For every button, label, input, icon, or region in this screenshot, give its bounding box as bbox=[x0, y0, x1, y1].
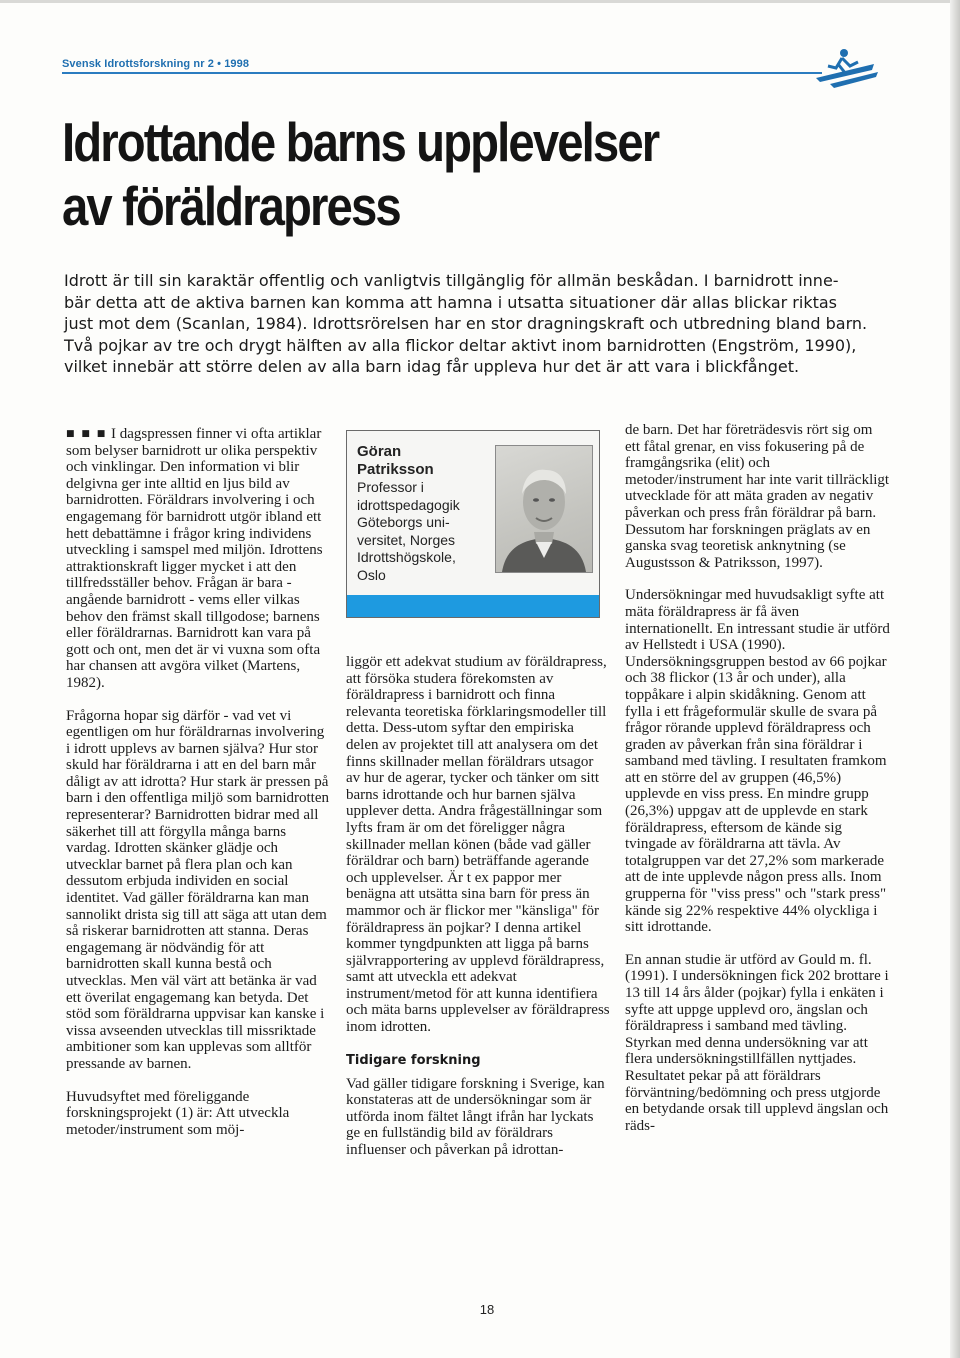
author-title-line: versitet, Norges bbox=[357, 531, 456, 548]
author-title-line: Professor i bbox=[357, 479, 424, 495]
author-bio-box bbox=[346, 430, 600, 618]
body-paragraph: de barn. Det har företrädesvis rört sig om ett fåtal grenar, en viss fokusering på de framgångsrika (elit) och metoder/instrument har inte varit tillräckligt utvecklade för att mäta graden av negativ påverkan och press från föräldrar på barn. Dessutom har forskningen präglats av en ganska svag teoretisk anknytning (se Augustsson & Patriksson, 1997). bbox=[625, 422, 890, 571]
page-number: 18 bbox=[479, 1302, 495, 1317]
body-paragraph-text: I dagspressen finner vi ofta artiklar som belyser barnidrott ur olika perspektiv och vinklingar. Den information vi blir delgivna ger inte alltid en ljus bild av barnidrotten. Föräldrars involvering i och engagemang för barnidrott utgör ibland ett hett debattämne i frågor kring individens utveckling i samspel med miljön. Idrottens attraktionskraft ligger mycket i att den tillfredsställer behov. Frågan är bara - angående barnidrott - vems eller vilkas behov den främst skall tillgodose; barnens eller föräldrarnas. Barnidrott kan vara på gott och ont, men det är vi vuxna som ofta har chansen att avgöra vilket (Martens, 1982). bbox=[66, 426, 323, 691]
author-title-line: Idrottshögskole, bbox=[357, 549, 456, 565]
section-heading: Tidigare forskning bbox=[346, 1052, 481, 1068]
author-bio-text bbox=[357, 443, 507, 584]
body-paragraph: Frågorna hopar sig därför - vad vet vi egentligen om hur föräldrarnas involvering i idrott upplevs av barnen själva? Hur stor skuld har föräldrarna i att en del barn mår dåligt av att idrotta? Hur stark är pressen på barn i den offentliga miljö som barnidrotten representerar? Barnidrotten bidrar med all säkerhet till att förgylla många barns vardag. Idrotten skänker glädje och utvecklar barnet på flera plan och kan dessutom erbjuda individen en social identitet. Vad gäller föräldrarna kan man sannolikt drista sig till att säga att utan dem så riskerar barnidrotten att stanna. Deras engagemang är nödvändig för att barnidrotten skall kunna bestå och utvecklas. Men väl värt att betänka är vad ett överilat engagemang kan betyda. Det stöd som föräldrarna uppvisar kan kanske i vissa avseenden utvecklas till missriktade ambitioner som kan upplevas som alltför pressande av barnen. bbox=[66, 707, 329, 1072]
body-paragraph: Huvudsyftet med föreliggande forskningsprojekt (1) är: Att utveckla metoder/instrument som möj- bbox=[66, 1088, 290, 1138]
author-title-line: Oslo bbox=[357, 566, 386, 583]
author-portrait-icon bbox=[496, 446, 592, 572]
body-column-1 bbox=[66, 426, 332, 1138]
section-bullets: ■ ■ ■ bbox=[66, 429, 108, 439]
body-paragraph: liggör ett adekvat studium av föräldrapress, att försöka studera förekomsten av föräldrapress i barnidrott och finna relevanta teoretiska förklaringsmodeller till detta. Dess-utom syftar den empiriska delen av projektet till att analysera om det finns skillnader mellan föräldrars utsagor av hur de agerar, tycker och tänker om sitt barns idrottande och hur barnen själva upplever detta. Andra frågeställningar som lyfts fram är om det föreligger några skillnader mellan könen (både vad gäller föräldrar och barn) beträffande agerande och upplevelser. Är t ex pappor mer benägna att utsätta sina barn för press än mammor och är flickor mer "känsliga" för föräldrapress än pojkar? I denna artikel kommer tyngdpunkten att ligga på barns självrapportering av upplevd föräldrapress, samt att utveckla ett adekvat instrument/metod för att kunna identifiera och mäta barns upplevelser av föräldrapress inom idrotten. bbox=[346, 654, 610, 1036]
journal-header: Svensk Idrottsforskning nr 2 • 1998 bbox=[62, 58, 250, 70]
bio-accent-bar bbox=[347, 595, 599, 617]
title-line-1: Idrottande barns upplevelser bbox=[62, 111, 659, 173]
body-paragraph: En annan studie är utförd av Gould m. fl. (1991). I undersökningen fick 202 brottare i 13 till 14 års ålder (pojkar) fylla i enkäten i syfte att uppge upplevd oro, ängslan och föräldrapress i samband med tävling. Styrkan med denna undersökning var att flera undersökningstillfällen nyttjades. Resultatet pekar på att föräldrars förväntning/bedömning och press utgjorde en betydande orsak till upplevd ängslan och räds- bbox=[625, 951, 889, 1134]
author-name-line-2: Patriksson bbox=[357, 461, 434, 478]
page-edge-right bbox=[950, 0, 960, 1358]
lead-line-1: Idrott är till sin karaktär offentlig och vanligtvis tillgänglig för allmän beskådan. I barnidrott inne- bbox=[64, 271, 839, 290]
lead-line-2: bär detta att de aktiva barnen kan komma att hamna i utsatta situationer där allas blickar riktas bbox=[64, 292, 837, 312]
body-column-3 bbox=[625, 422, 890, 1134]
lead-line-3: just mot dem (Scanlan, 1984). Idrottsrörelsen har en stor dragningskraft och utbredning bland barn. bbox=[64, 314, 868, 333]
lead-line-4: Två pojkar av tre och drygt hälften av alla flickor deltar aktivt inom barnidrotten (Engström, 1990), bbox=[64, 335, 857, 355]
body-paragraph: Undersökningar med huvudsakligt syfte att mäta föräldrapress är få även internationellt. En intressant studie är utförd av Hellstedt i USA (1990). Undersökningsgruppen bestod av 66 pojkar och 38 flickor (13 år och under), alla toppåkare i alpin skidåkning. Genom att fylla i ett frågeformulär skulle de svara på frågor rörande upplevd föräldrapress och graden av påverkan från sina föräldrar i samband med tävling. I resultaten framkom att en större del av gruppen (46,5%) upplevde en viss press. En mindre grupp (26,3%) uppgav att de upplevde en stark föräldrapress, eftersom de kände sig tvingade av föräldrarna att tävla. Av totalgruppen var det 27,2% som markerade att de inte upplevde någon press alls. Inom grupperna för "viss press" och "stark press" kände sig 22% respektive 44% olyckliga i sitt idrottande. bbox=[625, 587, 890, 936]
runner-logo-icon bbox=[812, 44, 882, 90]
body-paragraph bbox=[66, 426, 332, 692]
author-photo bbox=[495, 445, 593, 573]
page-edge-top bbox=[0, 0, 960, 3]
lead-paragraph bbox=[64, 270, 898, 378]
article-title bbox=[62, 110, 716, 238]
body-column-2 bbox=[346, 654, 610, 1159]
title-line-2: av föräldrapress bbox=[62, 175, 400, 237]
author-title-line: Göteborgs uni- bbox=[357, 514, 450, 530]
author-title-line: idrottspedagogik bbox=[357, 496, 460, 513]
lead-line-5: vilket innebär att större delen av alla barn idag får uppleva hur det är att vara i blickfånget. bbox=[64, 357, 800, 376]
author-name-line-1: Göran bbox=[357, 443, 402, 460]
header-rule bbox=[62, 72, 822, 74]
body-paragraph: Vad gäller tidigare forskning i Sverige, kan konstateras att de undersökningar som är utförda inom fältet långt ifrån har lyckats ge en fullständig bild av föräldrars influenser och påverkan på idrottan- bbox=[346, 1075, 605, 1159]
